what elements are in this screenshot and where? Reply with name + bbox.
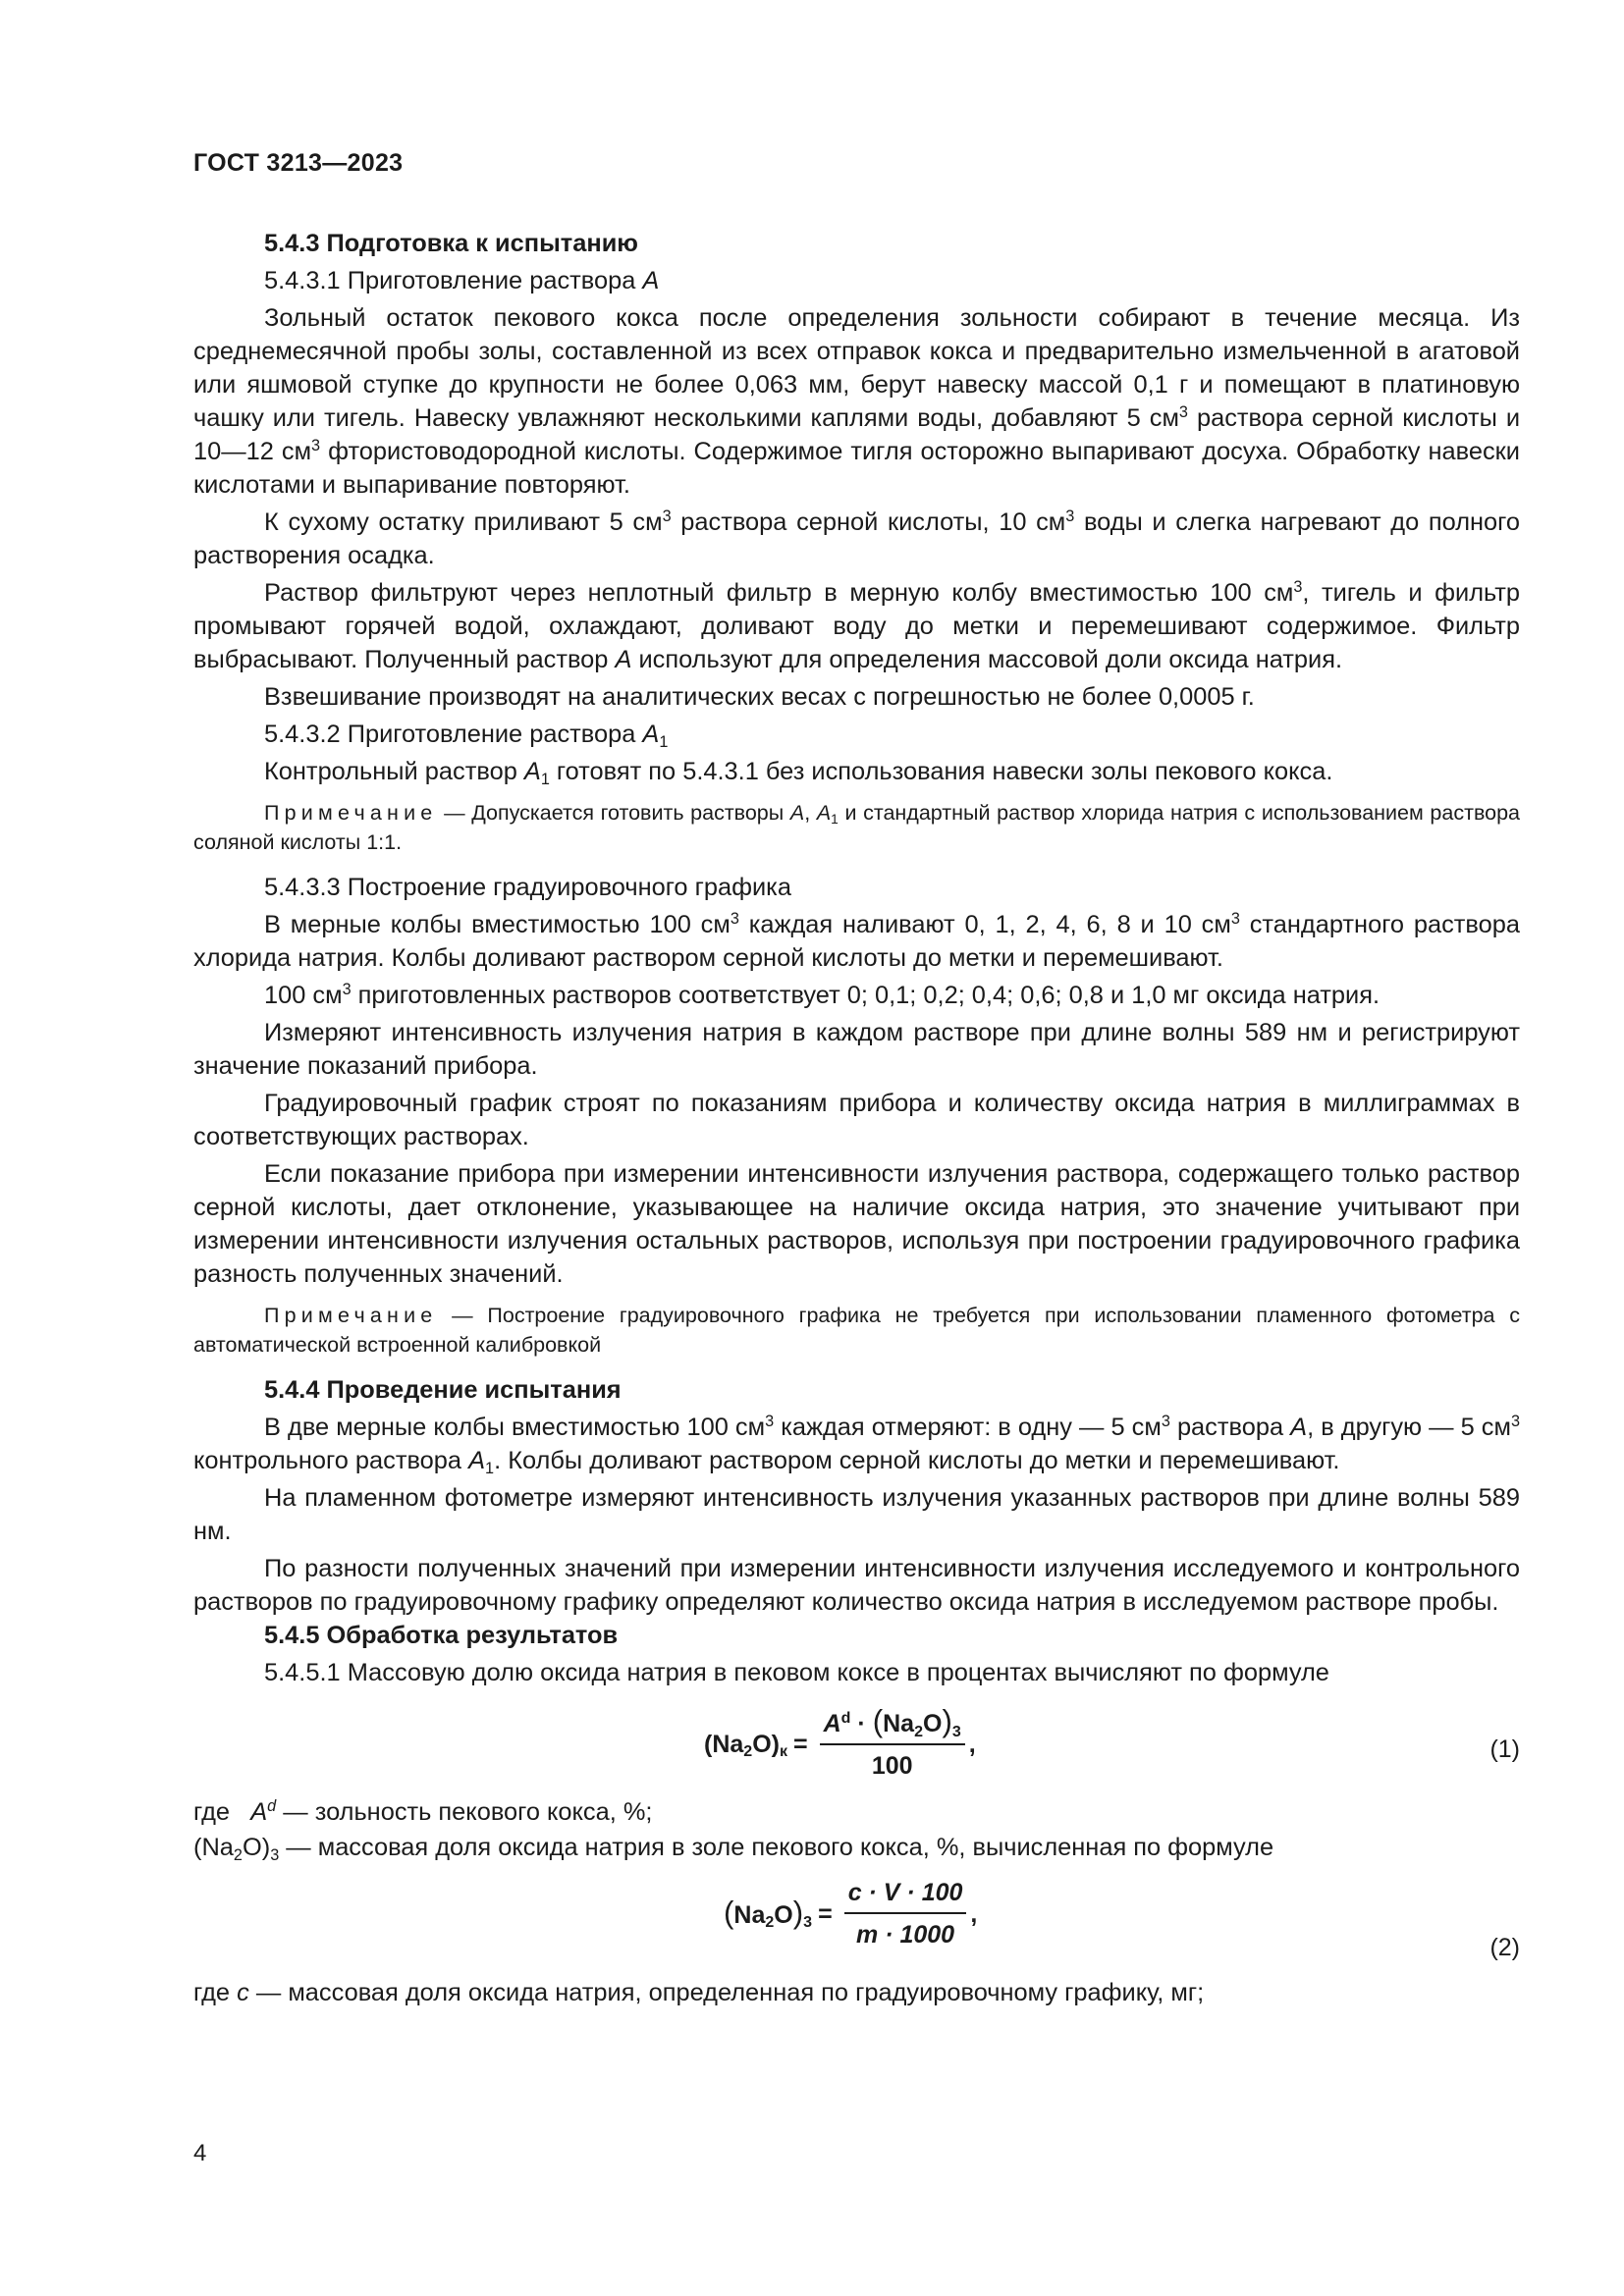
formula-1-fraction bbox=[820, 1705, 965, 1783]
formula-2-expression bbox=[724, 1876, 977, 1951]
section-5-4-4-title: 5.4.4 Проведение испытания bbox=[264, 1376, 622, 1404]
note-flame-photometer: Примечание — Построение градуировочного графика не требуется при использовании пламенного фотометра с автоматической встроенной калибровкой bbox=[193, 1304, 1520, 1357]
page-number: 4 bbox=[193, 2140, 207, 2166]
formula-1-denominator: 100 bbox=[871, 1752, 913, 1780]
formula-1 bbox=[193, 1699, 1520, 1793]
paragraph-flame-photometer: На пламенном фотометре измеряют интенсивность излучения указанных растворов при длине волны 589 нм. bbox=[193, 1484, 1520, 1545]
formula-2-comma: , bbox=[970, 1899, 978, 1928]
paragraph-test-flasks: В две мерные колбы вместимостью 100 $см^3$ каждая отмеряют: в одну — 5 $см^3$ раствора А, в другую — 5 $см^3$ контрольного раствора А1. Колбы доливают раствором серной кислоты до метки и перемешивают. bbox=[193, 1412, 1520, 1477]
formula-2-number: (2) bbox=[1489, 1934, 1520, 1961]
paragraph-volumetric-flasks: В мерные колбы вместимостью 100 $см^3$ каждая наливают 0, 1, 2, 4, 6, 8 и 10 $см^3$ стандартного раствора хлорида натрия. Колбы доливают раствором серной кислоты до метки и перемешивают. bbox=[193, 909, 1521, 972]
note-hydrochloric-acid: Примечание — Допускается готовить растворы А, А1 и стандартный раствор хлорида натрия с использованием раствора соляной кислоты 1:1. bbox=[193, 801, 1520, 854]
paragraph-deviation: Если показание прибора при измерении интенсивности излучения раствора, содержащего только раствор серной кислоты, дает отклонение, указывающее на наличие оксида натрия, это значение учитывают при измерении интенсивности излучения остальных растворов, используя при построении градуировочного графика разность полученных значений. bbox=[193, 1160, 1520, 1288]
where-c-value: где с — массовая доля оксида натрия, определенная по градуировочному графику, мг; bbox=[193, 1979, 1205, 2006]
formula-1-expression bbox=[704, 1705, 976, 1783]
formula-2 bbox=[193, 1872, 1520, 1974]
document-body bbox=[193, 227, 1520, 2011]
section-5-4-3-2-title: 5.4.3.2 Приготовление раствора А1 bbox=[264, 721, 669, 751]
paragraph-weighing: Взвешивание производят на аналитических весах с погрешностью не более 0,0005 г. bbox=[264, 683, 1255, 711]
section-5-4-3-1-title: 5.4.3.1 Приготовление раствора А bbox=[264, 267, 660, 294]
formula-2-fraction bbox=[844, 1876, 967, 1951]
paragraph-ash-residue: Зольный остаток пекового кокса после определения зольности собирают в течение месяца. Из среднемесячной пробы золы, составленной из всех отправок кокса и предварительно измельченной в агатовой или яшмовой ступке до крупности не более 0,063 мм, берут навеску массой 0,1 г и помещают в платиновую чашку или тигель. Навеску увлажняют несколькими каплями воды, добавляют 5 $см^3$ раствора серной кислоты и 10—12 $см^3$ фтористоводородной кислоты. Содержимое тигля осторожно выпаривают досуха. Обработку навески кислотами и выпаривание повторяют. bbox=[193, 304, 1520, 499]
where-ash-content: где $A^d$ — зольность пекового кокса, %; bbox=[193, 1796, 653, 1826]
section-5-4-3-title: 5.4.3 Подготовка к испытанию bbox=[264, 230, 638, 257]
paragraph-control-solution: Контрольный раствор А1 готовят по 5.4.3.1 без использования навески золы пекового кокса. bbox=[264, 758, 1333, 788]
formula-2-denominator: m · 1000 bbox=[856, 1921, 955, 1949]
where-sodium-oxide-ash: (Na2O)3 — массовая доля оксида натрия в золе пекового кокса, %, вычисленная по формуле bbox=[193, 1834, 1274, 1864]
paragraph-solution-values: 100 $см^3$ приготовленных растворов соответствует 0; 0,1; 0,2; 0,4; 0,6; 0,8 и 1,0 мг оксида натрия. bbox=[264, 980, 1380, 1009]
formula-1-comma: , bbox=[968, 1730, 976, 1758]
section-5-4-3-3-title: 5.4.3.3 Построение градуировочного графика bbox=[264, 874, 791, 901]
paragraph-dry-residue: К сухому остатку приливают 5 $см^3$ раствора серной кислоты, 10 $см^3$ воды и слегка нагревают до полного растворения осадка. bbox=[193, 507, 1520, 569]
section-5-4-5-1-text: 5.4.5.1 Массовую долю оксида натрия в пековом коксе в процентах вычисляют по формуле bbox=[264, 1659, 1329, 1686]
formula-1-equals: = bbox=[793, 1730, 808, 1758]
formula-1-lhs: (Na2O)к bbox=[704, 1730, 787, 1761]
paragraph-measure-intensity: Измеряют интенсивность излучения натрия в каждом растворе при длине волны 589 нм и регистрируют значение показаний прибора. bbox=[193, 1019, 1520, 1080]
formula-1-number: (1) bbox=[1489, 1735, 1520, 1763]
formula-2-equals: = bbox=[818, 1899, 833, 1928]
formula-2-numerator: c · V · 100 bbox=[844, 1876, 967, 1914]
paragraph-filtering: Раствор фильтруют через неплотный фильтр в мерную колбу вместимостью 100 $см^3$, тигель и фильтр промывают горячей водой, охлаждают, доливают воду до метки и перемешивают содержимое. Фильтр выбрасывают. Полученный раствор А используют для определения массовой доли оксида натрия. bbox=[193, 577, 1520, 673]
formula-2-lhs: (Na2O)3 bbox=[724, 1895, 813, 1932]
section-5-4-5-title: 5.4.5 Обработка результатов bbox=[264, 1622, 619, 1649]
paragraph-difference: По разности полученных значений при измерении интенсивности излучения исследуемого и контрольного растворов по градуировочному графику определяют количество оксида натрия в исследуемом растворе пробы. bbox=[193, 1555, 1520, 1616]
formula-1-numerator: $A^d \cdot (Na2O)3$ bbox=[820, 1705, 965, 1745]
standard-header: ГОСТ 3213—2023 bbox=[193, 149, 404, 177]
paragraph-calibration-curve: Градуировочный график строят по показаниям прибора и количеству оксида натрия в миллиграммах в соответствующих растворах. bbox=[193, 1090, 1520, 1150]
